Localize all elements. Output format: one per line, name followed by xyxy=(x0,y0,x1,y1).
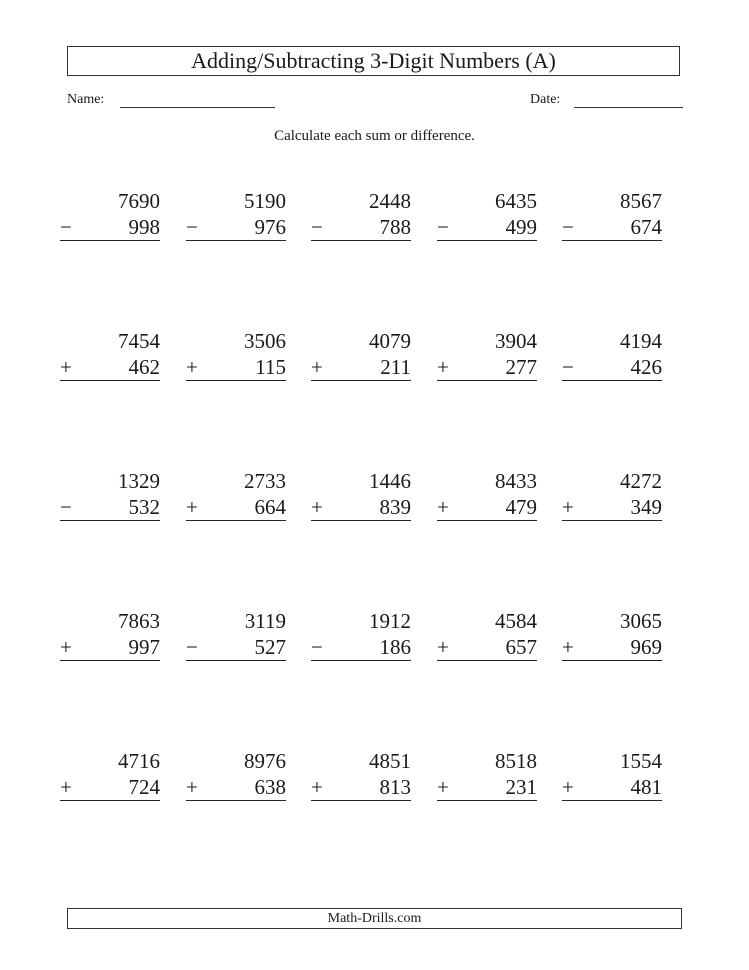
problem-5-5 xyxy=(562,748,662,801)
bottom-number: 186 xyxy=(379,635,411,659)
top-number: 3065 xyxy=(620,609,662,633)
bottom-row xyxy=(562,214,662,241)
bottom-row xyxy=(437,214,537,241)
bottom-row xyxy=(562,774,662,801)
operator-sign: − xyxy=(562,355,574,379)
top-number: 7454 xyxy=(118,329,160,353)
operator-sign: + xyxy=(562,495,574,519)
worksheet-title: Adding/Subtracting 3-Digit Numbers (A) xyxy=(67,46,680,76)
operator-sign: + xyxy=(437,495,449,519)
top-number: 8518 xyxy=(495,749,537,773)
operator-sign: + xyxy=(186,495,198,519)
operator-sign: − xyxy=(311,635,323,659)
operator-sign: + xyxy=(562,635,574,659)
top-number: 7690 xyxy=(118,189,160,213)
operator-sign: + xyxy=(311,775,323,799)
bottom-number: 976 xyxy=(254,215,286,239)
bottom-number: 462 xyxy=(128,355,160,379)
operator-sign: − xyxy=(60,215,72,239)
operator-sign: − xyxy=(60,495,72,519)
bottom-number: 277 xyxy=(505,355,537,379)
problem-2-5 xyxy=(562,328,662,381)
bottom-number: 211 xyxy=(380,355,411,379)
bottom-number: 788 xyxy=(379,215,411,239)
bottom-row xyxy=(437,774,537,801)
bottom-number: 839 xyxy=(379,495,411,519)
problem-4-1 xyxy=(60,608,160,661)
operator-sign: − xyxy=(311,215,323,239)
problem-4-3 xyxy=(311,608,411,661)
problem-5-2 xyxy=(186,748,286,801)
bottom-row xyxy=(186,634,286,661)
problem-2-3 xyxy=(311,328,411,381)
bottom-row xyxy=(437,354,537,381)
problem-2-2 xyxy=(186,328,286,381)
problem-1-1 xyxy=(60,188,160,241)
top-number: 3119 xyxy=(244,609,286,633)
bottom-row xyxy=(562,494,662,521)
top-number: 3904 xyxy=(495,329,537,353)
bottom-number: 479 xyxy=(505,495,537,519)
bottom-row xyxy=(311,634,411,661)
operator-sign: + xyxy=(311,355,323,379)
bottom-number: 231 xyxy=(505,775,537,799)
bottom-number: 997 xyxy=(128,635,160,659)
top-number: 4584 xyxy=(495,609,537,633)
name-label: Name: xyxy=(67,92,105,107)
operator-sign: − xyxy=(437,215,449,239)
problem-1-5 xyxy=(562,188,662,241)
top-number: 4716 xyxy=(118,749,160,773)
top-number: 7863 xyxy=(118,609,160,633)
top-number: 8976 xyxy=(244,749,286,773)
bottom-row xyxy=(186,214,286,241)
top-number: 4194 xyxy=(620,329,662,353)
problem-5-1 xyxy=(60,748,160,801)
problem-1-4 xyxy=(437,188,537,241)
bottom-number: 813 xyxy=(379,775,411,799)
top-number: 2448 xyxy=(369,189,411,213)
top-number: 6435 xyxy=(495,189,537,213)
top-number: 2733 xyxy=(244,469,286,493)
operator-sign: + xyxy=(186,775,198,799)
problem-4-5 xyxy=(562,608,662,661)
problem-3-3 xyxy=(311,468,411,521)
problem-3-5 xyxy=(562,468,662,521)
bottom-row xyxy=(437,634,537,661)
bottom-row xyxy=(437,494,537,521)
operator-sign: + xyxy=(562,775,574,799)
operator-sign: + xyxy=(60,635,72,659)
operator-sign: + xyxy=(186,355,198,379)
top-number: 1912 xyxy=(369,609,411,633)
operator-sign: + xyxy=(437,635,449,659)
problem-3-4 xyxy=(437,468,537,521)
bottom-row xyxy=(311,774,411,801)
date-label: Date: xyxy=(530,92,561,107)
bottom-row xyxy=(186,354,286,381)
operator-sign: − xyxy=(562,215,574,239)
problem-2-4 xyxy=(437,328,537,381)
top-number: 1329 xyxy=(118,469,160,493)
problem-5-3 xyxy=(311,748,411,801)
bottom-number: 115 xyxy=(255,355,286,379)
bottom-row xyxy=(186,494,286,521)
operator-sign: + xyxy=(60,355,72,379)
problem-4-4 xyxy=(437,608,537,661)
instructions: Calculate each sum or difference. xyxy=(274,128,475,144)
bottom-row xyxy=(562,634,662,661)
top-number: 4851 xyxy=(369,749,411,773)
bottom-row xyxy=(60,774,160,801)
bottom-number: 664 xyxy=(254,495,286,519)
bottom-row xyxy=(186,774,286,801)
bottom-number: 657 xyxy=(505,635,537,659)
bottom-row xyxy=(60,494,160,521)
bottom-number: 724 xyxy=(128,775,160,799)
bottom-number: 499 xyxy=(505,215,537,239)
bottom-number: 532 xyxy=(128,495,160,519)
top-number: 1554 xyxy=(620,749,662,773)
bottom-number: 426 xyxy=(630,355,662,379)
problem-5-4 xyxy=(437,748,537,801)
top-number: 3506 xyxy=(244,329,286,353)
bottom-number: 674 xyxy=(630,215,662,239)
operator-sign: + xyxy=(311,495,323,519)
problem-3-1 xyxy=(60,468,160,521)
bottom-row xyxy=(60,214,160,241)
operator-sign: − xyxy=(186,635,198,659)
bottom-number: 481 xyxy=(630,775,662,799)
problem-2-1 xyxy=(60,328,160,381)
bottom-row xyxy=(311,214,411,241)
top-number: 8567 xyxy=(620,189,662,213)
bottom-row xyxy=(60,634,160,661)
operator-sign: + xyxy=(437,775,449,799)
bottom-number: 349 xyxy=(630,495,662,519)
bottom-number: 998 xyxy=(128,215,160,239)
bottom-number: 638 xyxy=(254,775,286,799)
operator-sign: − xyxy=(186,215,198,239)
operator-sign: + xyxy=(437,355,449,379)
footer-site-name: Math-Drills.com xyxy=(67,908,682,929)
bottom-row xyxy=(562,354,662,381)
bottom-row xyxy=(311,494,411,521)
top-number: 4272 xyxy=(620,469,662,493)
operator-sign: + xyxy=(60,775,72,799)
problem-4-2 xyxy=(186,608,286,661)
top-number: 5190 xyxy=(244,189,286,213)
problem-1-3 xyxy=(311,188,411,241)
bottom-row xyxy=(311,354,411,381)
bottom-number: 527 xyxy=(254,635,286,659)
top-number: 8433 xyxy=(495,469,537,493)
problem-3-2 xyxy=(186,468,286,521)
top-number: 4079 xyxy=(369,329,411,353)
bottom-number: 969 xyxy=(630,635,662,659)
bottom-row xyxy=(60,354,160,381)
problem-1-2 xyxy=(186,188,286,241)
top-number: 1446 xyxy=(369,469,411,493)
